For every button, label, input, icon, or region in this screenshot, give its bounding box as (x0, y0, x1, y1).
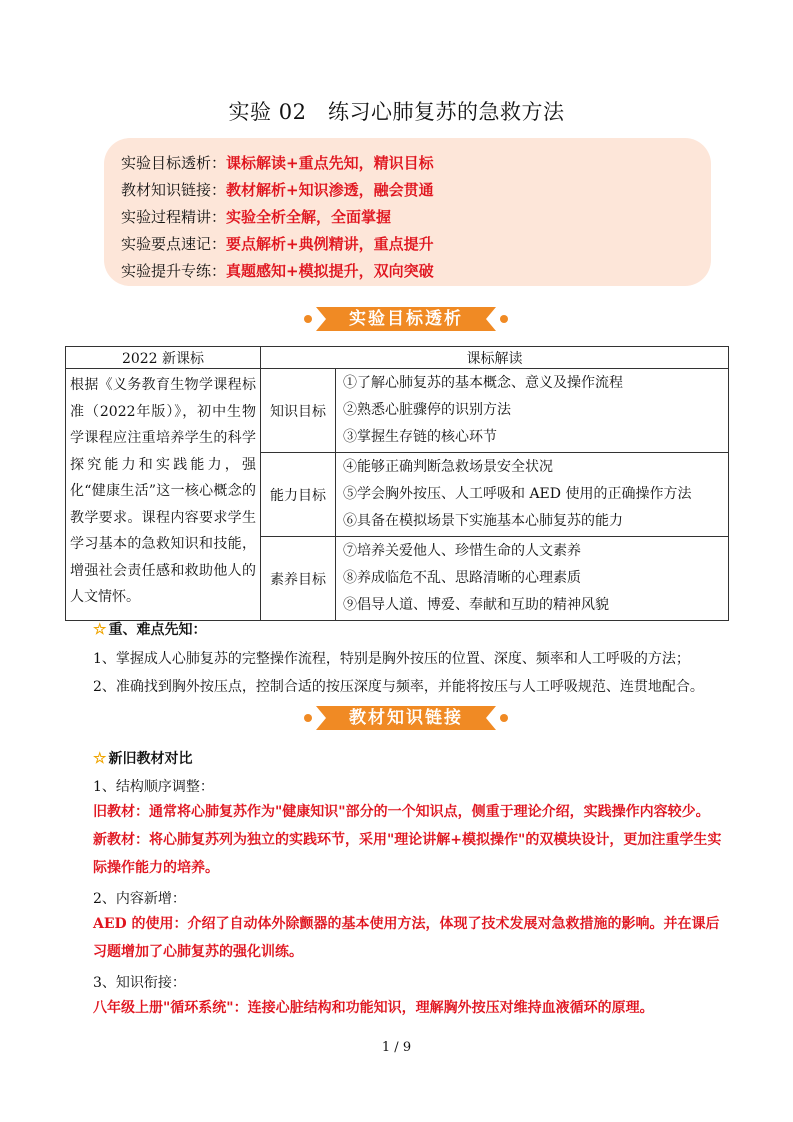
link-text: 八年级上册"循环系统"：连接心脏结构和功能知识，理解胸外按压对维持血液循环的原理。 (93, 1000, 654, 1016)
page-title: 实验 02 练习心肺复苏的急救方法 (228, 100, 565, 124)
table-header: 2022 新课标 (66, 347, 261, 369)
goal-list (336, 453, 729, 537)
old-textbook-text: 旧教材：通常将心肺复苏作为"健康知识"部分的一个知识点，侧重于理论介绍，实践操作内容较少。 (93, 804, 710, 820)
goal-item: ⑤学会胸外按压、人工呼吸和 AED 使用的正确操作方法 (343, 486, 692, 502)
star-icon: ☆ (93, 620, 107, 638)
goal-item: ②熟悉心脏骤停的识别方法 (343, 402, 511, 418)
banner-title: 实验目标透析 (349, 309, 463, 329)
goal-list (336, 369, 729, 453)
toc-item: 实验要点速记：要点解析+典例精讲，重点提升 (121, 235, 434, 253)
compare-subtitle: 2、内容新增： (93, 891, 186, 907)
banner-title: 教材知识链接 (349, 708, 463, 728)
toc-item: 实验过程精讲：实验全析全解，全面掌握 (121, 208, 392, 226)
goal-item: ⑥具备在模拟场景下实施基本心肺复苏的能力 (343, 513, 623, 529)
compare-heading: ☆ 新旧教材对比 (93, 749, 193, 767)
section-banner-textbook (300, 704, 512, 732)
key-point-item: 1、掌握成人心肺复苏的完整操作流程，特别是胸外按压的位置、深度、频率和人工呼吸的方法； (93, 651, 690, 667)
compare-subtitle: 3、知识衔接： (93, 975, 186, 991)
toc-item: 实验目标透析：课标解读+重点先知，精识目标 (121, 154, 434, 172)
category-cell: 能力目标 (261, 453, 336, 537)
goal-item: ①了解心肺复苏的基本概念、意义及操作流程 (343, 375, 623, 391)
category-cell: 素养目标 (261, 537, 336, 621)
goal-item: ⑨倡导人道、博爱、奉献和互助的精神风貌 (343, 597, 609, 613)
table-header: 课标解读 (261, 347, 729, 369)
background-text: 根据《义务教育生物学课程标准（2022年版）》，初中生物学课程应注重培养学生的科学探究能力和实践能力，强化“健康生活”这一核心概念的教学要求。课程内容要求学生学习基本的急救知识和技能，增强社会责任感和救助他人的人文情怀。 (66, 369, 261, 621)
section-banner-goals (300, 305, 512, 333)
goal-list (336, 537, 729, 621)
aed-text: AED 的使用：介绍了自动体外除颤器的基本使用方法，体现了技术发展对急救措施的影响。并在课后习题增加了心肺复苏的强化训练。 (93, 916, 720, 960)
curriculum-table (65, 346, 729, 621)
page-number: 1 / 9 (381, 1040, 412, 1055)
toc-item: 实验提升专练：真题感知+模拟提升，双向突破 (121, 262, 434, 280)
star-icon: ☆ (93, 749, 107, 767)
key-point-item: 2、准确找到胸外按压点，控制合适的按压深度与频率，并能将按压与人工呼吸规范、连贯地配合。 (93, 679, 704, 695)
category-cell: 知识目标 (261, 369, 336, 453)
toc-item: 教材知识链接：教材解析+知识渗透，融会贯通 (121, 181, 434, 199)
compare-subtitle: 1、结构顺序调整： (93, 779, 214, 795)
goal-item: ④能够正确判断急救场景安全状况 (343, 459, 553, 475)
key-points-heading: ☆ 重、难点先知： (93, 620, 207, 638)
goal-item: ③掌握生存链的核心环节 (343, 429, 497, 445)
new-textbook-text: 新教材：将心肺复苏列为独立的实践环节，采用"理论讲解+模拟操作"的双模块设计，更加注重学生实际操作能力的培养。 (93, 832, 722, 876)
contents-box (104, 138, 711, 286)
goal-item: ⑦培养关爱他人、珍惜生命的人文素养 (343, 543, 581, 559)
goal-item: ⑧养成临危不乱、思路清晰的心理素质 (343, 570, 581, 586)
